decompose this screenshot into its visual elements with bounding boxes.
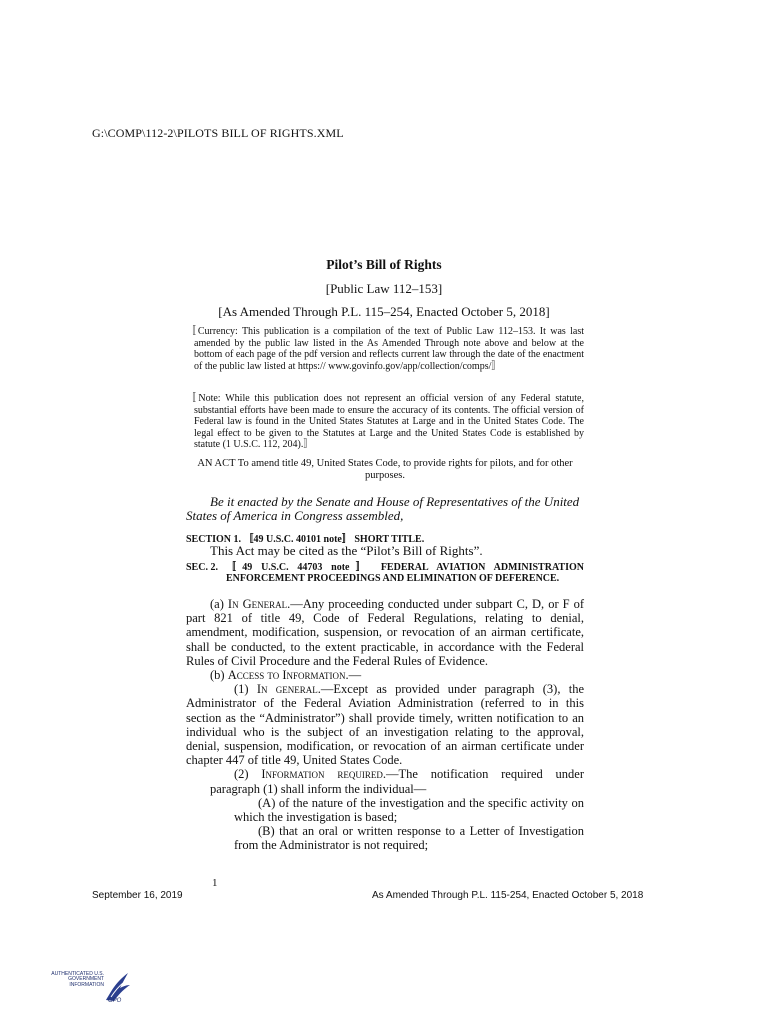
footer-date: September 16, 2019 bbox=[92, 890, 183, 901]
paragraph-b2-title: Information required bbox=[261, 767, 383, 782]
section-2-heading bbox=[186, 562, 584, 584]
official-note-text: 〚Note: While this publication does not represent an official version of any Federal statute, substantial efforts have been made to ensure the accuracy of its contents. The official version of Federal law is found in the United States Statutes at Large and in the United States Code. The legal effect to be given to the Statutes at Large and the United States Code is established by statute (1 U.S.C. 112, 204).〛 bbox=[186, 393, 584, 451]
paragraph-b1-text: .—Except as provided under paragraph (3), the Administrator of the Federal Aviation Administration (referred to in this section as the “Administrator”) shall provide timely, written notification to an individual who is the subject of an investigation relating to the approval, denial, suspension, modification, or revocation of an airman certificate under chapter 447 of title 49, United States Code. bbox=[186, 682, 585, 768]
public-law-number: [Public Law 112–153] bbox=[325, 281, 443, 296]
official-version-note bbox=[186, 393, 584, 451]
subparagraph-b2A: (A) of the nature of the investigation and the specific activity on which the investigation is based; bbox=[234, 795, 584, 825]
paragraph-b2 bbox=[186, 767, 584, 795]
document-title: Pilot’s Bill of Rights bbox=[326, 257, 442, 272]
gpo-logo-text: AUTHENTICATED U.S. GOVERNMENT INFORMATION bbox=[51, 971, 104, 988]
currency-note-text: 〚Currency: This publication is a compilation of the text of Public Law 112–153. It was last amended by the public law listed in the As Amended Through note above and below at the bottom of each page of the pdf version and reflects current law through the date of the enactment of the public law listed at https:// www.govinfo.gov/app/collection/comps/〛 bbox=[186, 326, 584, 372]
enacting-clause: Be it enacted by the Senate and House of Representatives of the United States of America in Congress assembled, bbox=[186, 494, 580, 523]
section-2-label: SEC. 2. bbox=[186, 562, 218, 573]
amended-through-line: [As Amended Through P.L. 115–254, Enacted October 5, 2018] bbox=[218, 304, 550, 319]
gpo-abbrev: GPO bbox=[108, 998, 122, 1004]
subsection-a-title: In General bbox=[227, 597, 288, 611]
subsection-a bbox=[186, 597, 584, 668]
section-2-title: 〚49 U.S.C. 44703 note〛 FEDERAL AVIATION ADMINISTRATION ENFORCEMENT PROCEEDINGS AND ELIMINATION OF DEFERENCE. bbox=[226, 562, 584, 584]
subsection-b-text: .— bbox=[345, 668, 362, 683]
subsection-a-text: .—Any proceeding conducted under subpart C, D, or F of part 821 of title 49, Code of Federal Regulations, relating to denial, amendment, modification, suspension, or revocation of an airman certificate, shall be conducted, to the extent practicable, in accordance with the Federal Rules of Civil Procedure and the Federal Rules of Evidence. bbox=[186, 597, 585, 668]
paragraph-b1 bbox=[186, 682, 584, 767]
section-1-text: This Act may be cited as the “Pilot’s Bill of Rights”. bbox=[210, 543, 483, 558]
file-path: G:\COMP\112-2\PILOTS BILL OF RIGHTS.XML bbox=[92, 126, 344, 140]
subsection-b-lead: (b) bbox=[210, 668, 228, 683]
footer-amended-through: As Amended Through P.L. 115-254, Enacted October 5, 2018 bbox=[372, 890, 644, 901]
page-number: 1 bbox=[212, 877, 218, 889]
gpo-authentication-logo bbox=[44, 970, 134, 1016]
paragraph-b1-title: In general bbox=[256, 682, 318, 697]
section-1-heading: SECTION 1. 〚49 U.S.C. 40101 note〛 SHORT TITLE. bbox=[186, 534, 425, 545]
paragraph-b2-lead: (2) bbox=[234, 767, 262, 782]
paragraph-b2-text: .—The notification required under paragraph (1) shall inform the individual— bbox=[210, 767, 585, 796]
subsection-b bbox=[186, 668, 584, 682]
paragraph-b1-lead: (1) bbox=[234, 682, 257, 697]
subsection-a-lead: (a) bbox=[210, 597, 228, 611]
subsection-b-title: Access to Information bbox=[227, 668, 346, 683]
currency-note bbox=[186, 326, 584, 372]
an-act-clause: AN ACT To amend title 49, United States Code, to provide rights for pilots, and for other purposes. bbox=[197, 458, 573, 481]
section-2-body bbox=[186, 597, 584, 853]
subparagraph-b2B: (B) that an oral or written response to a Letter of Investigation from the Administrator is not required; bbox=[234, 824, 584, 853]
